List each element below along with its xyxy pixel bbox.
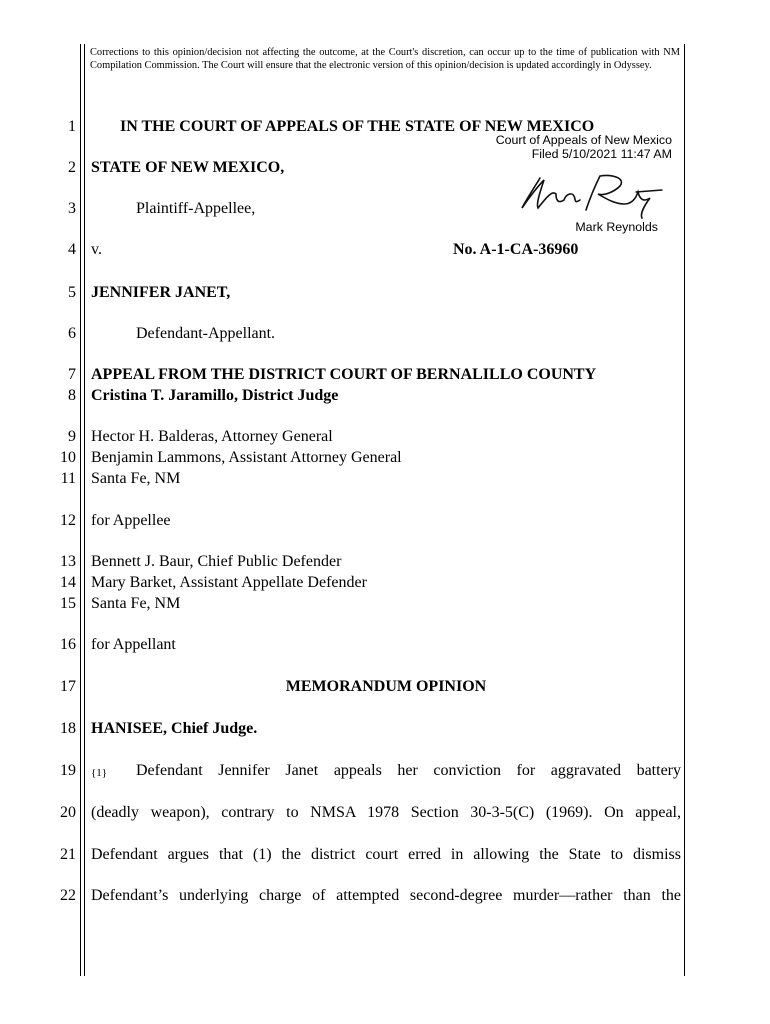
- left-margin-rule-inner: [84, 44, 85, 976]
- stamp-signer-name: Mark Reynolds: [575, 220, 658, 234]
- body-line: Defendant’s underlying charge of attempted second-degree murder—rather than the: [91, 887, 681, 904]
- line-number: 16: [60, 636, 76, 653]
- line-number: 1: [68, 118, 76, 135]
- line-number: 20: [60, 804, 76, 821]
- body-line: (deadly weapon), contrary to NMSA 1978 Section 30-3-5(C) (1969). On appeal,: [91, 804, 681, 821]
- line-number: 14: [60, 574, 76, 591]
- line-number: 17: [60, 678, 76, 695]
- appellant-counsel-line: Santa Fe, NM: [91, 595, 181, 612]
- appellant-counsel-line: Bennett J. Baur, Chief Public Defender: [91, 553, 342, 570]
- appellee-counsel-line: Hector H. Balderas, Attorney General: [91, 428, 333, 445]
- line-number: 7: [68, 366, 76, 383]
- appellee-counsel-line: Santa Fe, NM: [91, 470, 181, 487]
- appellant-role: for Appellant: [91, 636, 176, 653]
- stamp-filed-date: Filed 5/10/2021 11:47 AM: [531, 147, 672, 161]
- appellee-role: for Appellee: [91, 512, 171, 529]
- plaintiff-name: STATE OF NEW MEXICO,: [91, 159, 285, 176]
- defendant-name: JENNIFER JANET,: [91, 284, 231, 301]
- body-line: Defendant Jennifer Janet appeals her conviction for aggravated battery: [136, 762, 681, 779]
- line-number: 2: [68, 159, 76, 176]
- line-number: 6: [68, 325, 76, 342]
- appellant-counsel-line: Mary Barket, Assistant Appellate Defender: [91, 574, 367, 591]
- opinion-author: HANISEE, Chief Judge.: [91, 720, 258, 737]
- line-number: 18: [60, 720, 76, 737]
- body-line: Defendant argues that (1) the district court erred in allowing the State to dismiss: [91, 846, 681, 863]
- appeal-heading: APPEAL FROM THE DISTRICT COURT OF BERNALILLO COUNTY: [91, 366, 597, 383]
- appellee-counsel-line: Benjamin Lammons, Assistant Attorney General: [91, 449, 402, 466]
- paragraph-marker: {1}: [91, 767, 108, 779]
- line-number: 13: [60, 553, 76, 570]
- line-number: 11: [60, 470, 76, 487]
- stamp-court: Court of Appeals of New Mexico: [495, 133, 672, 147]
- line-number: 9: [68, 428, 76, 445]
- plaintiff-role: Plaintiff-Appellee,: [136, 200, 256, 217]
- line-number: 8: [68, 387, 76, 404]
- court-title: IN THE COURT OF APPEALS OF THE STATE OF NEW MEXICO: [120, 118, 595, 135]
- line-number: 3: [68, 200, 76, 217]
- opinion-title: MEMORANDUM OPINION: [285, 678, 487, 695]
- corrections-notice: Corrections to this opinion/decision not affecting the outcome, at the Court's discretion, can occur up to the time of publication with NM Compilation Commission. The Court will ensure that the electronic version of this opinion/decision is updated accordingly in Odyssey.: [90, 47, 680, 72]
- versus: v.: [91, 241, 102, 258]
- line-number: 22: [60, 887, 76, 904]
- line-number: 10: [60, 449, 76, 466]
- line-number: 4: [68, 241, 76, 258]
- line-number: 19: [60, 762, 76, 779]
- line-number: 5: [68, 284, 76, 301]
- line-number: 21: [60, 846, 76, 863]
- signature-image: [516, 170, 666, 222]
- left-margin-rule: [80, 44, 81, 976]
- line-number: 15: [60, 595, 76, 612]
- right-margin-rule: [684, 44, 685, 976]
- district-judge: Cristina T. Jaramillo, District Judge: [91, 387, 339, 404]
- line-number: 12: [60, 512, 76, 529]
- docket-number: No. A-1-CA-36960: [453, 241, 579, 258]
- defendant-role: Defendant-Appellant.: [136, 325, 276, 342]
